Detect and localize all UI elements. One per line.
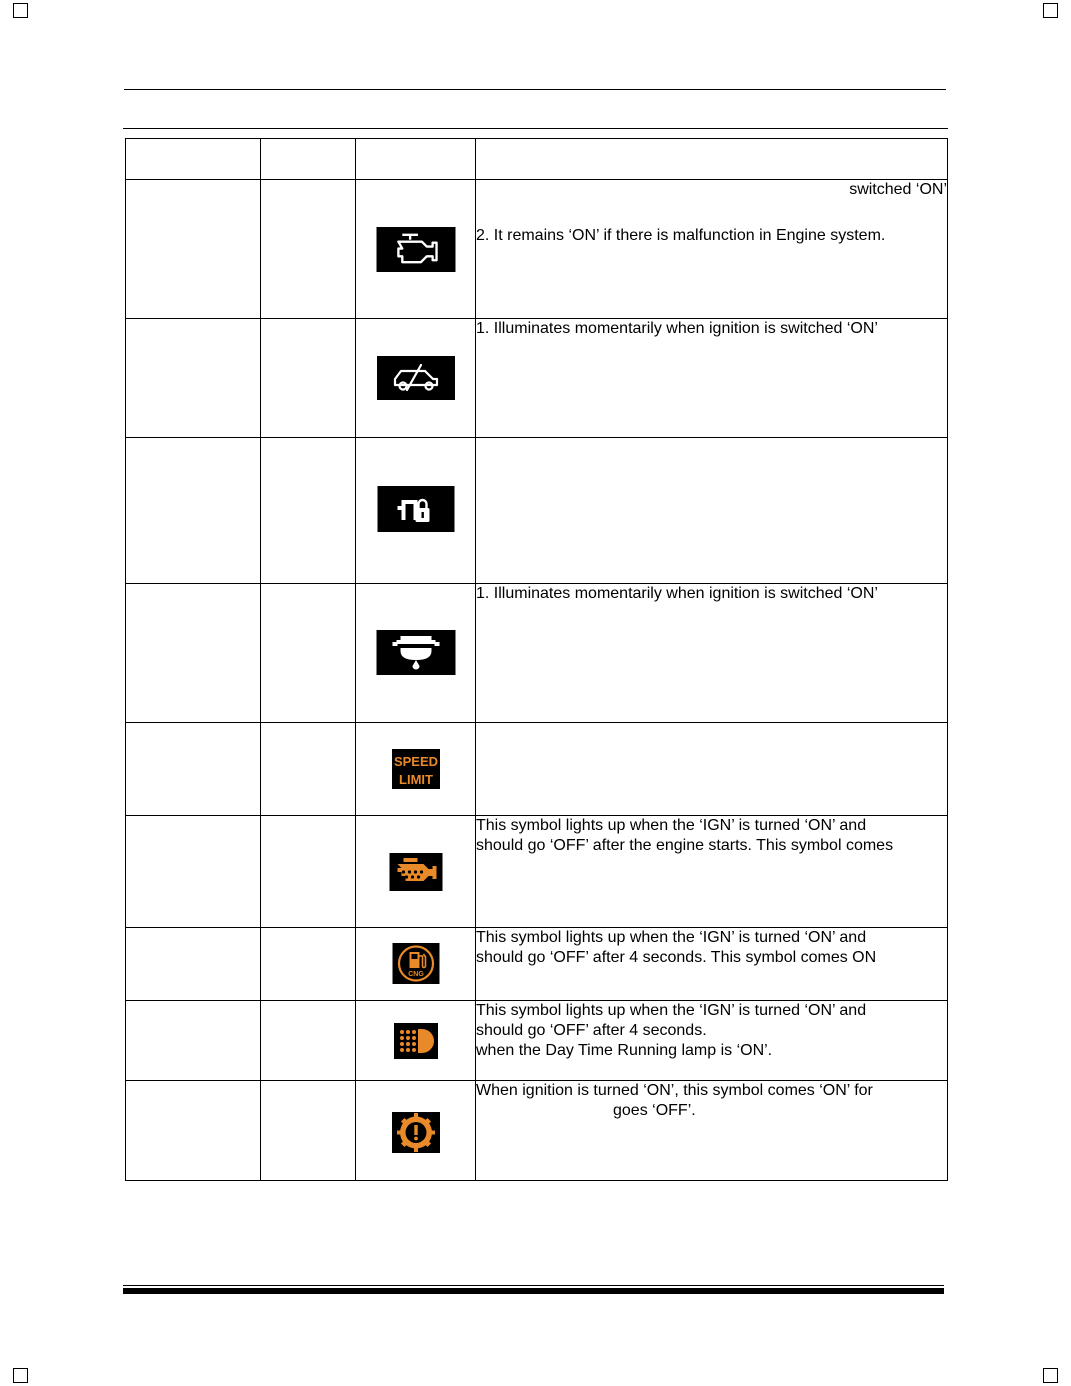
description-cell [476, 816, 948, 928]
name-cell [126, 438, 261, 584]
cng-text: CNG [407, 971, 424, 978]
table-row [126, 928, 948, 1001]
table-row [126, 1001, 948, 1081]
oil-pressure-icon [376, 630, 455, 675]
table-row [126, 180, 948, 319]
description-line: goes ‘OFF’. [613, 1102, 696, 1119]
description-line: 1. Illuminates momentarily when ignition is switched ‘ON’ [476, 585, 878, 602]
symbol-cell [356, 816, 476, 928]
crop-mark-top-right [1043, 3, 1058, 18]
description-cell [476, 319, 948, 438]
description-line: This symbol lights up when the ‘IGN’ is turned ‘ON’ and [476, 1002, 867, 1019]
symbol-cell [356, 584, 476, 723]
crop-mark-bottom-right [1043, 1368, 1058, 1383]
description-cell [476, 180, 948, 319]
description-line: should go ‘OFF’ after the engine starts. This symbol comes [476, 837, 894, 854]
table-header-row [126, 139, 948, 180]
engine-malfunction-icon [376, 227, 455, 272]
description-line: This symbol lights up when the ‘IGN’ is turned ‘ON’ and [476, 929, 867, 946]
symbol-cell [356, 1081, 476, 1181]
description-line: 2. It remains ‘ON’ if there is malfunction in Engine system. [476, 227, 886, 244]
speed-limit-text: LIMIT [398, 772, 433, 787]
type-cell [261, 438, 356, 584]
footer-rule-thick [123, 1288, 944, 1294]
description-cell [476, 723, 948, 816]
description-cell [476, 1081, 948, 1181]
table-row [126, 723, 948, 816]
name-cell [126, 723, 261, 816]
type-cell [261, 584, 356, 723]
description-line: should go ‘OFF’ after 4 seconds. [476, 1022, 707, 1039]
type-cell [261, 816, 356, 928]
header-rule-bottom [123, 128, 948, 129]
table-row [126, 816, 948, 928]
type-cell [261, 723, 356, 816]
type-cell [261, 319, 356, 438]
table-row [126, 1081, 948, 1181]
symbol-cell [356, 723, 476, 816]
symbol-cell [356, 319, 476, 438]
gear-warning-icon [392, 1112, 440, 1153]
header-cell [261, 139, 356, 180]
crop-mark-bottom-left [13, 1368, 28, 1383]
type-cell [261, 1001, 356, 1081]
crop-mark-top-left [13, 3, 28, 18]
symbol-cell [356, 1001, 476, 1081]
name-cell [126, 816, 261, 928]
description-line: should go ‘OFF’ after 4 seconds. This symbol comes ON [476, 949, 877, 966]
name-cell [126, 928, 261, 1001]
speed-limit-icon [392, 749, 440, 789]
type-cell [261, 928, 356, 1001]
table-row [126, 319, 948, 438]
name-cell [126, 180, 261, 319]
table-row [126, 584, 948, 723]
name-cell [126, 319, 261, 438]
type-cell [261, 1081, 356, 1181]
cng-fuel-icon [392, 943, 439, 984]
name-cell [126, 584, 261, 723]
header-cell [126, 139, 261, 180]
description-cell [476, 438, 948, 584]
header-cell [356, 139, 476, 180]
description-line: When ignition is turned ‘ON’, this symbol comes ‘ON’ for [476, 1082, 873, 1099]
description-cell [476, 928, 948, 1001]
description-cell [476, 584, 948, 723]
header-cell [476, 139, 948, 180]
symbol-cell [356, 928, 476, 1001]
description-line: when the Day Time Running lamp is ‘ON’. [476, 1042, 773, 1059]
description-line: switched ‘ON’ [849, 181, 947, 198]
door-lock-icon [377, 486, 454, 532]
footer-rule-thin [123, 1285, 944, 1286]
description-line: 1. Illuminates momentarily when ignition is switched ‘ON’ [476, 320, 878, 337]
symbol-cell [356, 438, 476, 584]
name-cell [126, 1081, 261, 1181]
engine-dots-icon [389, 853, 442, 891]
name-cell [126, 1001, 261, 1081]
symbol-cell [356, 180, 476, 319]
speed-limit-text: SPEED [393, 754, 438, 769]
table-row [126, 438, 948, 584]
header-rule-top [124, 89, 946, 90]
description-cell [476, 1001, 948, 1081]
type-cell [261, 180, 356, 319]
description-line: This symbol lights up when the ‘IGN’ is turned ‘ON’ and [476, 817, 867, 834]
daytime-running-lamp-icon [394, 1023, 438, 1059]
indicator-table [125, 138, 948, 1181]
car-lock-icon [377, 356, 455, 400]
